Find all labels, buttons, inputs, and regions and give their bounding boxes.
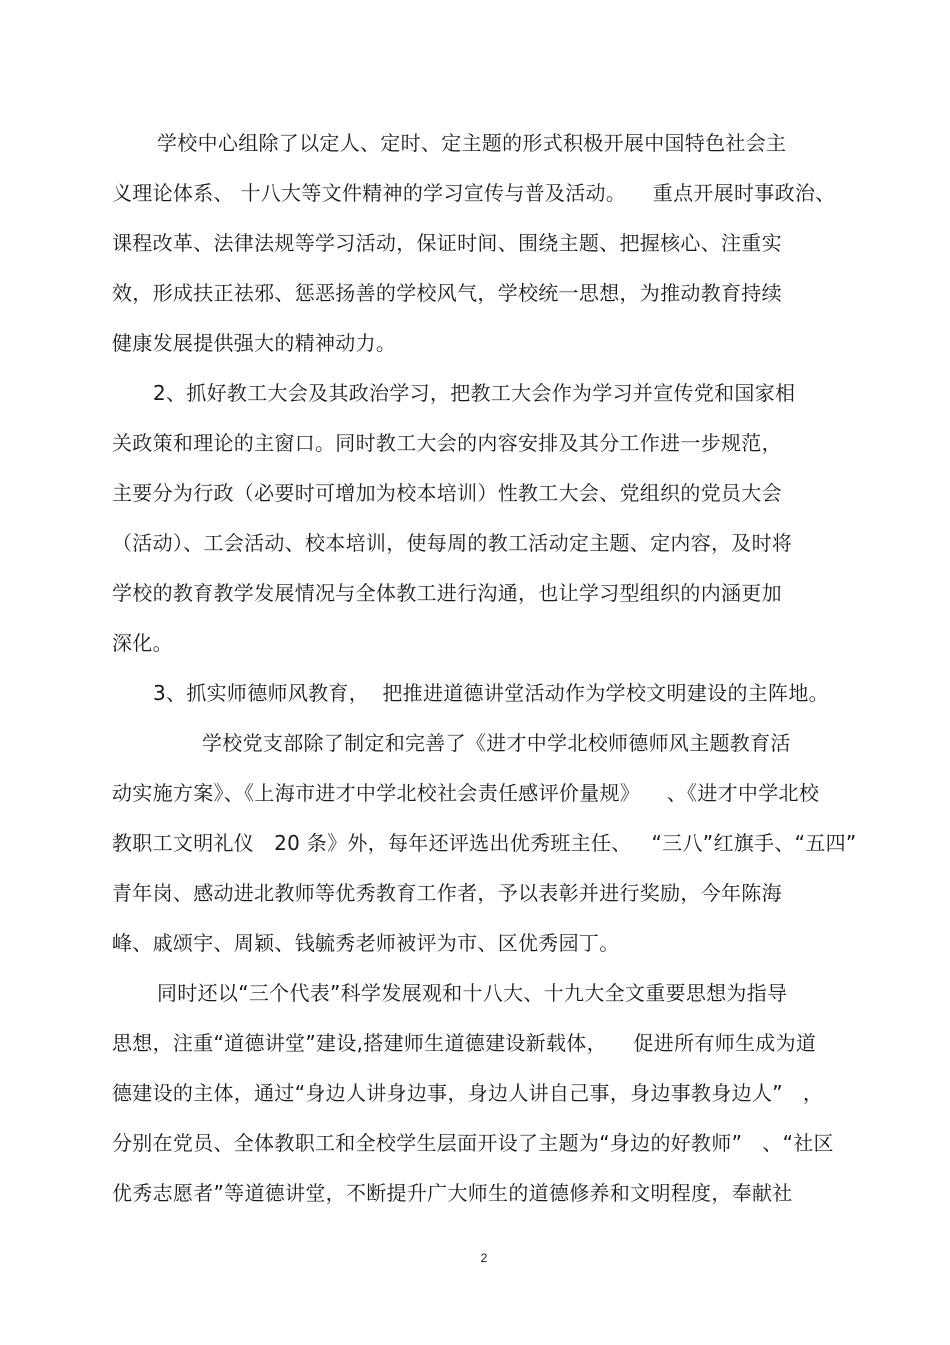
text-line: 分别在党员、全体教职工和全校学生层面开设了主题为“身边的好教师” 、“社区 [112,1131,834,1155]
text-line: 优秀志愿者”等道德讲堂，不断提升广大师生的道德修养和文明程度，奉献社 [112,1181,793,1205]
text-line: 德建设的主体，通过“身边人讲身边事，身边人讲自己事，身边事教身边人” ， [112,1081,824,1105]
text-line: 效，形成扶正祛邪、惩恶扬善的学校风气，学校统一思想，为推动教育持续 [112,281,782,305]
text-line: 教职工文明礼仪 20 条》外，每年还评选出优秀班主任、 “三八”红旗手、“五四” [112,831,857,855]
text-line: 学校中心组除了以定人、定时、定主题的形式积极开展中国特色社会主 [157,131,787,155]
text-line: 同时还以“三个代表”科学发展观和十八大、十九大全文重要思想为指导 [157,981,788,1005]
text-line: 2、抓好教工大会及其政治学习，把教工大会作为学习并宣传党和国家相 [153,381,796,405]
page-number: 2 [480,1251,488,1265]
text-line: 动实施方案》、《上海市进才中学北校社会责任感评价量规》 、《进才中学北校 [112,781,820,805]
text-line: 学校党支部除了制定和完善了《进才中学北校师德师风主题教育活 [202,731,791,755]
text-line: 3、抓实师德师风教育， 把推进道德讲堂活动作为学校文明建设的主阵地。 [153,681,829,705]
text-line: 峰、戚颂宇、周颖、钱毓秀老师被评为市、区优秀园丁。 [112,931,620,955]
text-line: 义理论体系、 十八大等文件精神的学习宣传与普及活动。 重点开展时事政治、 [112,181,836,205]
text-line: 青年岗、感动进北教师等优秀教育工作者，予以表彰并进行奖励，今年陈海 [112,881,782,905]
text-line: （活动）、工会活动、校本培训，使每周的教工活动定主题、定内容，及时将 [112,531,793,555]
text-line: 深化。 [112,631,173,655]
text-line: 健康发展提供强大的精神动力。 [112,331,397,355]
text-line: 关政策和理论的主窗口。同时教工大会的内容安排及其分工作进一步规范， [112,431,782,455]
text-line: 课程改革、法律法规等学习活动，保证时间、围绕主题、把握核心、注重实 [112,231,782,255]
text-line: 学校的教育教学发展情况与全体教工进行沟通，也让学习型组织的内涵更加 [112,581,782,605]
text-line: 主要分为行政（必要时可增加为校本培训）性教工大会、党组织的党员大会 [112,481,782,505]
text-line: 思想，注重“道德讲堂”建设,搭建师生道德建设新载体， 促进所有师生成为道 [112,1031,817,1055]
